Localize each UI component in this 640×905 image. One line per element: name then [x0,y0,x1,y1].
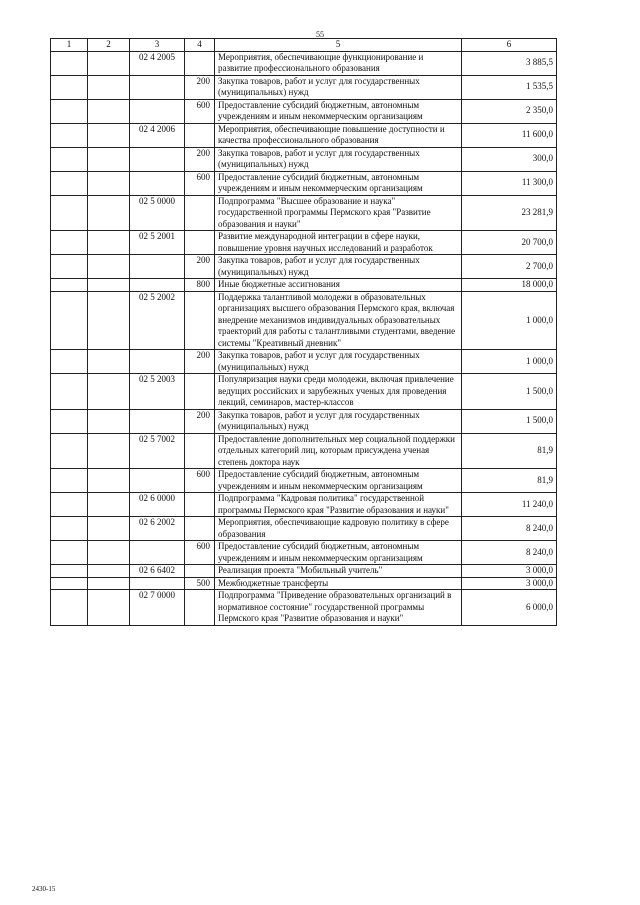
table-row [51,291,557,350]
section-cell [51,99,88,123]
subsection-cell [88,565,130,578]
amount-cell: 300,0 [462,147,557,171]
expense-type-cell: 200 [185,409,215,433]
target-article-cell: 02 5 0000 [130,195,185,231]
target-article-cell [130,279,185,292]
section-cell [51,590,88,626]
subsection-cell [88,171,130,195]
expense-type-cell [185,195,215,231]
section-cell [51,291,88,350]
subsection-cell [88,541,130,565]
description-cell: Межбюджетные трансферты [215,577,462,590]
subsection-cell [88,409,130,433]
amount-cell: 11 600,0 [462,123,557,147]
amount-cell: 1 500,0 [462,409,557,433]
section-cell [51,374,88,410]
expense-type-cell [185,565,215,578]
section-cell [51,51,88,75]
table-row [51,493,557,517]
table-row [51,577,557,590]
description-cell: Предоставление субсидий бюджетным, автономным учреждениям и иным некоммерческим организациям [215,469,462,493]
target-article-cell [130,75,185,99]
amount-cell: 18 000,0 [462,279,557,292]
page-number: 55 [316,30,324,39]
table-row [51,409,557,433]
table-row [51,51,557,75]
target-article-cell: 02 6 2002 [130,517,185,541]
section-cell [51,409,88,433]
description-cell: Иные бюджетные ассигнования [215,279,462,292]
target-article-cell: 02 6 0000 [130,493,185,517]
target-article-cell [130,541,185,565]
description-cell: Популяризация науки среди молодежи, включая привлечение ведущих российских и зарубежных ученых для проведения лекций, семинаров, мастер-классов [215,374,462,410]
section-cell [51,195,88,231]
header-col-3: 3 [130,39,185,52]
description-cell: Закупка товаров, работ и услуг для государственных (муниципальных) нужд [215,255,462,279]
section-cell [51,577,88,590]
description-cell: Закупка товаров, работ и услуг для государственных (муниципальных) нужд [215,409,462,433]
header-col-4: 4 [185,39,215,52]
header-col-6: 6 [462,39,557,52]
subsection-cell [88,577,130,590]
expense-type-cell: 500 [185,577,215,590]
table-row [51,231,557,255]
amount-cell: 1 000,0 [462,291,557,350]
description-cell: Развитие международной интеграции в сфере науки, повышение уровня научных исследований и разработок [215,231,462,255]
subsection-cell [88,433,130,469]
subsection-cell [88,123,130,147]
expense-type-cell [185,291,215,350]
footer-code: 2430-15 [32,885,56,893]
table-row [51,374,557,410]
description-cell: Поддержка талантливой молодежи в образовательных организациях высшего образования Пермского края, включая внедрение механизмов индивидуальных образовательных траекторий для работы с талантливыми студентами, введение системы "Креативный дневник" [215,291,462,350]
subsection-cell [88,75,130,99]
expense-type-cell: 200 [185,75,215,99]
expense-type-cell [185,374,215,410]
target-article-cell: 02 5 2002 [130,291,185,350]
subsection-cell [88,469,130,493]
description-cell: Закупка товаров, работ и услуг для государственных (муниципальных) нужд [215,75,462,99]
amount-cell: 20 700,0 [462,231,557,255]
amount-cell: 6 000,0 [462,590,557,626]
table-row [51,541,557,565]
description-cell: Закупка товаров, работ и услуг для государственных (муниципальных) нужд [215,147,462,171]
expense-type-cell: 200 [185,350,215,374]
amount-cell: 11 240,0 [462,493,557,517]
subsection-cell [88,350,130,374]
amount-cell: 23 281,9 [462,195,557,231]
description-cell: Мероприятия, обеспечивающие кадровую политику в сфере образования [215,517,462,541]
expense-type-cell [185,231,215,255]
expense-type-cell: 600 [185,469,215,493]
section-cell [51,171,88,195]
expense-type-cell: 800 [185,279,215,292]
expense-type-cell: 600 [185,99,215,123]
amount-cell: 3 000,0 [462,565,557,578]
subsection-cell [88,590,130,626]
target-article-cell: 02 5 2001 [130,231,185,255]
table-row [51,279,557,292]
table-row [51,171,557,195]
description-cell: Закупка товаров, работ и услуг для государственных (муниципальных) нужд [215,350,462,374]
subsection-cell [88,374,130,410]
section-cell [51,279,88,292]
amount-cell: 1 000,0 [462,350,557,374]
description-cell: Предоставление субсидий бюджетным, автономным учреждениям и иным некоммерческим организациям [215,99,462,123]
expense-type-cell [185,433,215,469]
amount-cell: 2 700,0 [462,255,557,279]
table-row [51,75,557,99]
table-row [51,517,557,541]
amount-cell: 3 000,0 [462,577,557,590]
target-article-cell [130,147,185,171]
expense-type-cell: 200 [185,147,215,171]
target-article-cell: 02 7 0000 [130,590,185,626]
target-article-cell [130,577,185,590]
section-cell [51,493,88,517]
description-cell: Мероприятия, обеспечивающие повышение доступности и качества профессионального образования [215,123,462,147]
section-cell [51,565,88,578]
description-cell: Мероприятия, обеспечивающие функционирование и развитие профессионального образования [215,51,462,75]
target-article-cell [130,409,185,433]
expense-type-cell [185,493,215,517]
section-cell [51,147,88,171]
table-row [51,433,557,469]
subsection-cell [88,291,130,350]
description-cell: Предоставление субсидий бюджетным, автономным учреждениям и иным некоммерческим организациям [215,171,462,195]
subsection-cell [88,517,130,541]
expense-type-cell: 200 [185,255,215,279]
section-cell [51,350,88,374]
table-row [51,255,557,279]
target-article-cell: 02 5 2003 [130,374,185,410]
amount-cell: 11 300,0 [462,171,557,195]
expense-type-cell [185,123,215,147]
description-cell: Подпрограмма "Высшее образование и наука" государственной программы Пермского края "Развитие образования и науки" [215,195,462,231]
table-row [51,469,557,493]
header-col-5: 5 [215,39,462,52]
subsection-cell [88,231,130,255]
subsection-cell [88,195,130,231]
description-cell: Реализация проекта "Мобильный учитель" [215,565,462,578]
expense-type-cell [185,51,215,75]
section-cell [51,123,88,147]
table-row [51,590,557,626]
section-cell [51,469,88,493]
table-row [51,99,557,123]
target-article-cell: 02 4 2005 [130,51,185,75]
subsection-cell [88,51,130,75]
section-cell [51,255,88,279]
target-article-cell: 02 5 7002 [130,433,185,469]
table-row [51,350,557,374]
table-row [51,195,557,231]
section-cell [51,75,88,99]
target-article-cell [130,350,185,374]
section-cell [51,517,88,541]
table-row [51,147,557,171]
description-cell: Подпрограмма "Кадровая политика" государственной программы Пермского края "Развитие образования и науки" [215,493,462,517]
expense-type-cell: 600 [185,171,215,195]
amount-cell: 8 240,0 [462,541,557,565]
amount-cell: 81,9 [462,469,557,493]
description-cell: Подпрограмма "Приведение образовательных организаций в нормативное состояние" государственной программы Пермского края "Развитие образования и науки" [215,590,462,626]
description-cell: Предоставление дополнительных мер социальной поддержки отдельных категорий лиц, которым присуждена ученая степень доктора наук [215,433,462,469]
section-cell [51,541,88,565]
target-article-cell [130,171,185,195]
expense-type-cell: 600 [185,541,215,565]
subsection-cell [88,493,130,517]
subsection-cell [88,147,130,171]
description-cell: Предоставление субсидий бюджетным, автономным учреждениям и иным некоммерческим организациям [215,541,462,565]
amount-cell: 1 535,5 [462,75,557,99]
header-row [51,39,557,52]
expense-type-cell [185,517,215,541]
expense-type-cell [185,590,215,626]
target-article-cell [130,255,185,279]
target-article-cell [130,99,185,123]
subsection-cell [88,99,130,123]
target-article-cell: 02 4 2006 [130,123,185,147]
subsection-cell [88,255,130,279]
target-article-cell: 02 6 6402 [130,565,185,578]
amount-cell: 2 350,0 [462,99,557,123]
budget-table [50,38,557,626]
amount-cell: 81,9 [462,433,557,469]
section-cell [51,433,88,469]
section-cell [51,231,88,255]
subsection-cell [88,279,130,292]
table-row [51,123,557,147]
table-row [51,565,557,578]
amount-cell: 1 500,0 [462,374,557,410]
target-article-cell [130,469,185,493]
header-col-2: 2 [88,39,130,52]
header-col-1: 1 [51,39,88,52]
amount-cell: 3 885,5 [462,51,557,75]
amount-cell: 8 240,0 [462,517,557,541]
